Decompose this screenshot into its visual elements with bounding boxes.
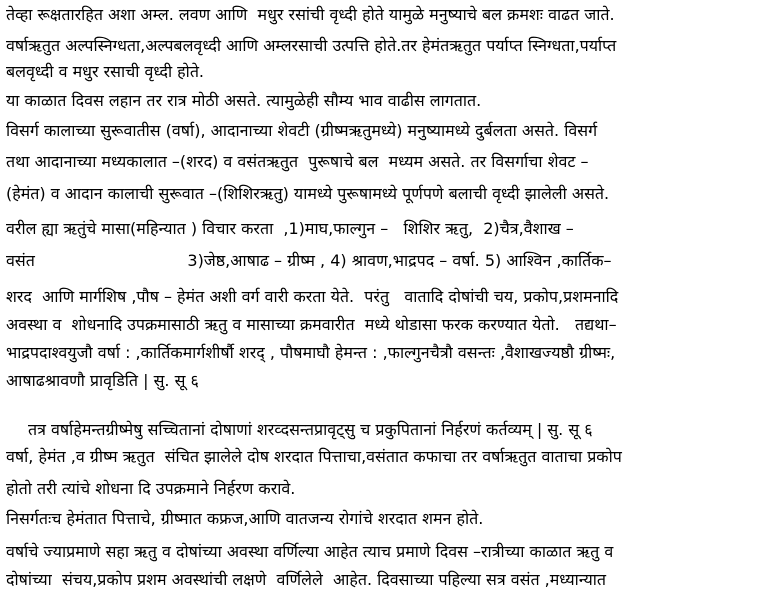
text-line: तथा आदानाच्या मध्यकालात –(शरद) व वसंतऋतुत पुरूषाचे बल मध्यम असते. तर विसर्गाचा शेवट – — [6, 152, 589, 171]
text-line: भाद्रपदाश्वयुजौ वर्षा : ,कार्तिकमार्गशीर्षौ शरद् , पौषमाघौ हेमन्त : ,फाल्गुनचैत्रौ वसन्तः ,वैशाखज्यष्ठौ ग्रीष्मः, — [6, 343, 616, 362]
text-line: वर्षा, हेमंत ,व ग्रीष्म ऋतुत संचित झालेले दोष शरदात पित्ताचा,वसंतात कफाचा तर वर्षाऋतुत वाताचा प्रकोप — [6, 447, 622, 466]
text-line: शरद आणि मार्गशिष ,पौष – हेमंत अशी वर्ग वारी करता येते. परंतु वातादि दोषांची चय, प्रकोप,प्रशमनादि — [6, 287, 619, 306]
text-line: बलवृध्दी व मधुर रसाची वृध्दी होते. — [6, 62, 205, 81]
text-line: तेव्हा रूक्षतारहित अशा अम्ल. लवण आणि मधुर रसांची वृध्दी होते यामुळे मनुष्याचे बल क्रमशः वाढत जाते. — [6, 5, 615, 24]
text-line: (हेमंत) व आदान कालाची सुरूवात –(शिशिरऋतु) यामध्ये पुरूषामध्ये पूर्णपणे बलाची वृध्दी झालेली असते. — [6, 184, 610, 203]
text-line: वर्षाचे ज्याप्रमाणे सहा ऋतु व दोषांच्या अवस्था वर्णिल्या आहेत त्याच प्रमाणे दिवस –रात्रीच्या काळात ऋतु व — [6, 542, 614, 561]
text-line: तत्र वर्षाहेमन्तग्रीष्मेषु सच्चितानां दोषाणां शरव्दसन्तप्रावृट्सु च प्रकुपितानां निर्हरणं कर्तव्यम् | सु. सू ६ — [28, 420, 593, 439]
text-line: अवस्था व शोधनादि उपक्रमासाठी ऋतु व मासाच्या क्रमवारीत मध्ये थोडासा फरक करण्यात येतो. तद्यथा– — [6, 315, 617, 334]
text-line: वसंत 3)जेष्ठ,आषाढ – ग्रीष्म , 4) श्रावण,भाद्रपद – वर्षा. 5) आश्विन ,कार्तिक– — [6, 251, 612, 270]
text-line: निसर्गतःच हेमंतात पित्ताचे, ग्रीष्मात कफ्रज,आणि वातजन्य रोगांचे शरदात शमन होते. — [6, 509, 484, 528]
text-line: आषाढश्रावणौ प्रावृडिति | सु. सू ६ — [6, 371, 199, 390]
text-line: होतो तरी त्यांचे शोधना दि उपक्रमाने निर्हरण करावे. — [6, 479, 296, 498]
text-line: या काळात दिवस लहान तर रात्र मोठी असते. त्यामुळेही सौम्य भाव वाढीस लागतात. — [6, 91, 482, 110]
text-line: विसर्ग कालाच्या सुरूवातीस (वर्षा), आदानाच्या शेवटी (ग्रीष्मऋतुमध्ये) मनुष्यामध्ये दुर्बलता असते. विसर्ग — [6, 121, 598, 140]
text-line: दोषांच्या संचय,प्रकोप प्रशम अवस्थांची लक्षणे वर्णिलेले आहेत. दिवसाच्या पहिल्या सत्र वसंत ,मध्यान्यात — [6, 570, 607, 589]
text-line: वर्षाऋतुत अल्पस्निग्धता,अल्पबलवृध्दी आणि अम्लरसाची उत्पत्ति होते.तर हेमंतऋतुत पर्याप्त स्निग्धता,पर्याप्त — [6, 36, 617, 55]
text-line: वरील ह्या ऋतुंचे मासा(महिन्यात ) विचार करता ,1)माघ,फाल्गुन – शिशिर ऋतु, 2)चैत्र,वैशाख – — [6, 219, 574, 238]
